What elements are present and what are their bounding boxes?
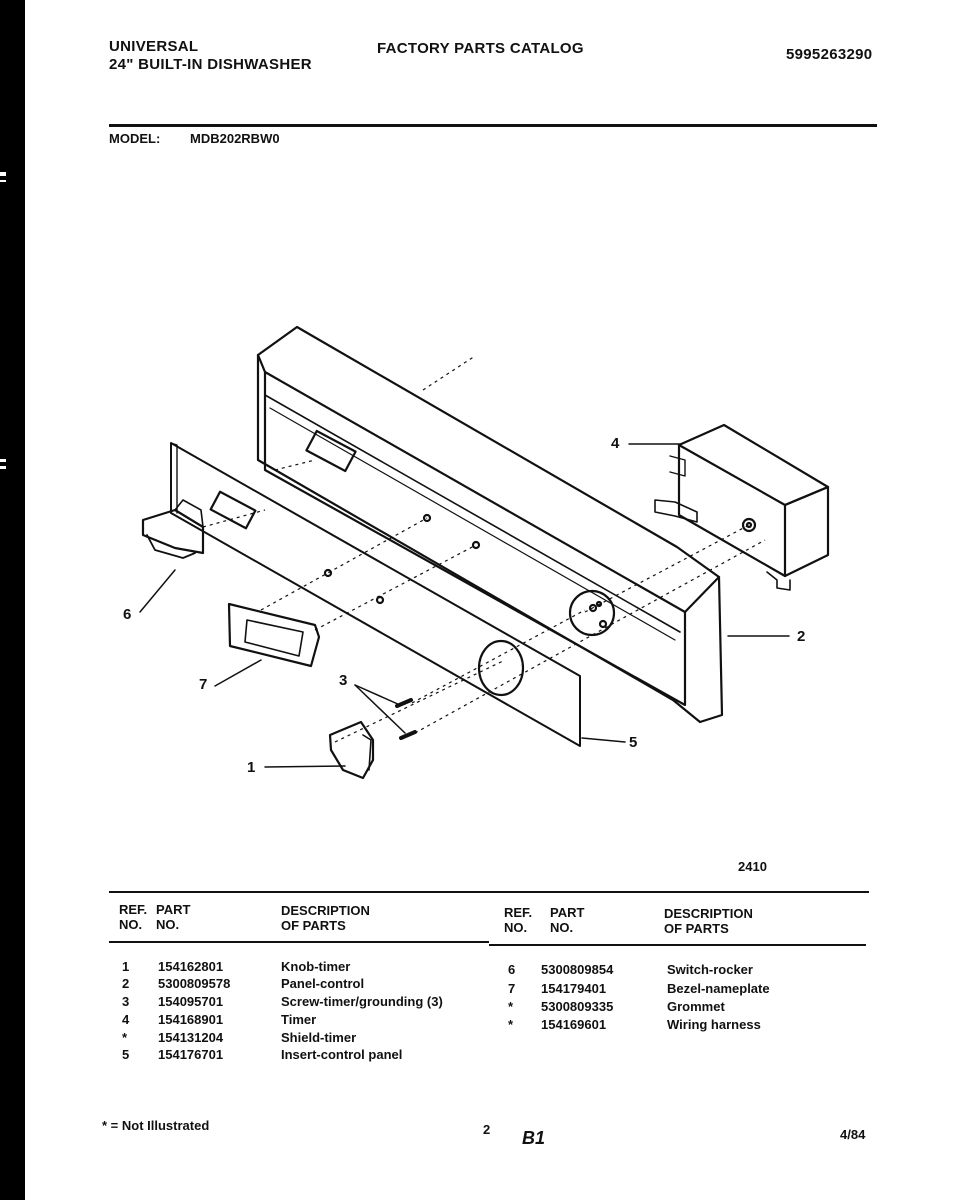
- table-top-rule: [109, 891, 869, 893]
- table-row: 6 5300809854 Switch-rocker: [508, 962, 753, 977]
- right-header-part: PART NO.: [550, 905, 585, 935]
- exploded-parts-diagram: [25, 0, 963, 900]
- insert-timer-hole: [479, 641, 523, 695]
- timer-body-top: [679, 425, 828, 505]
- callout-1: 1: [247, 759, 256, 776]
- leader-7: [215, 660, 261, 686]
- control-panel-timer-hole: [570, 591, 614, 635]
- table-row: 3 154095701 Screw-timer/grounding (3): [122, 994, 443, 1009]
- table-row: 1 154162801 Knob-timer: [122, 959, 351, 974]
- control-panel-window: [306, 431, 355, 471]
- figure-number: 2410: [738, 859, 767, 874]
- leader-1: [265, 766, 345, 767]
- table-row: 5 154176701 Insert-control panel: [122, 1047, 403, 1062]
- control-panel-front: [258, 327, 722, 722]
- rocker-switch: [143, 510, 203, 553]
- leader-5: [582, 738, 625, 742]
- callout-5: 5: [629, 734, 638, 751]
- page-number: 2: [483, 1122, 491, 1137]
- product-name: 24" BUILT-IN DISHWASHER: [109, 56, 312, 73]
- table-row: 2 5300809578 Panel-control: [122, 976, 365, 991]
- callout-3: 3: [339, 672, 348, 689]
- bezel-nameplate: [229, 604, 319, 666]
- left-header-part: PART NO.: [156, 902, 191, 932]
- table-row: 4 154168901 Timer: [122, 1012, 317, 1027]
- table-header-rule-left: [109, 941, 489, 943]
- callout-7: 7: [199, 676, 208, 693]
- left-header-desc: DESCRIPTION OF PARTS: [281, 903, 370, 933]
- callout-4: 4: [611, 435, 620, 452]
- table-row: * 5300809335 Grommet: [508, 999, 725, 1014]
- right-header-desc: DESCRIPTION OF PARTS: [664, 906, 753, 936]
- brand-name: UNIVERSAL: [109, 38, 199, 55]
- control-panel-inner-edge: [265, 372, 685, 705]
- catalog-page: [25, 0, 963, 1200]
- scan-mark: [0, 459, 6, 462]
- right-header-ref: REF. NO.: [504, 905, 533, 935]
- catalog-title: FACTORY PARTS CATALOG: [377, 40, 584, 57]
- table-row: * 154131204 Shield-timer: [122, 1030, 357, 1045]
- table-row: 7 154179401 Bezel-nameplate: [508, 981, 770, 996]
- left-header-ref: REF. NO.: [119, 902, 148, 932]
- scan-mark: [0, 180, 6, 182]
- catalog-date: 4/84: [840, 1127, 866, 1142]
- catalog-number: 5995263290: [786, 46, 873, 63]
- screw-lower: [401, 732, 415, 738]
- model-label: MODEL:: [109, 131, 161, 146]
- scan-mark: [0, 172, 6, 176]
- callout-2: 2: [797, 628, 806, 645]
- not-illustrated-note: * = Not Illustrated: [102, 1118, 210, 1133]
- callout-6: 6: [123, 606, 132, 623]
- timer-body-side: [785, 487, 828, 576]
- timer-knob: [330, 722, 373, 778]
- insert-control-panel: [171, 443, 580, 746]
- table-row: * 154169601 Wiring harness: [508, 1017, 761, 1032]
- model-value: MDB202RBW0: [190, 131, 280, 146]
- section-code: B1: [522, 1128, 546, 1148]
- table-header-rule-right: [489, 944, 866, 946]
- scan-mark: [0, 466, 6, 469]
- leader-6: [140, 570, 175, 612]
- leader-3a: [355, 685, 400, 705]
- timer-tab: [655, 500, 697, 522]
- control-panel-top: [258, 355, 719, 612]
